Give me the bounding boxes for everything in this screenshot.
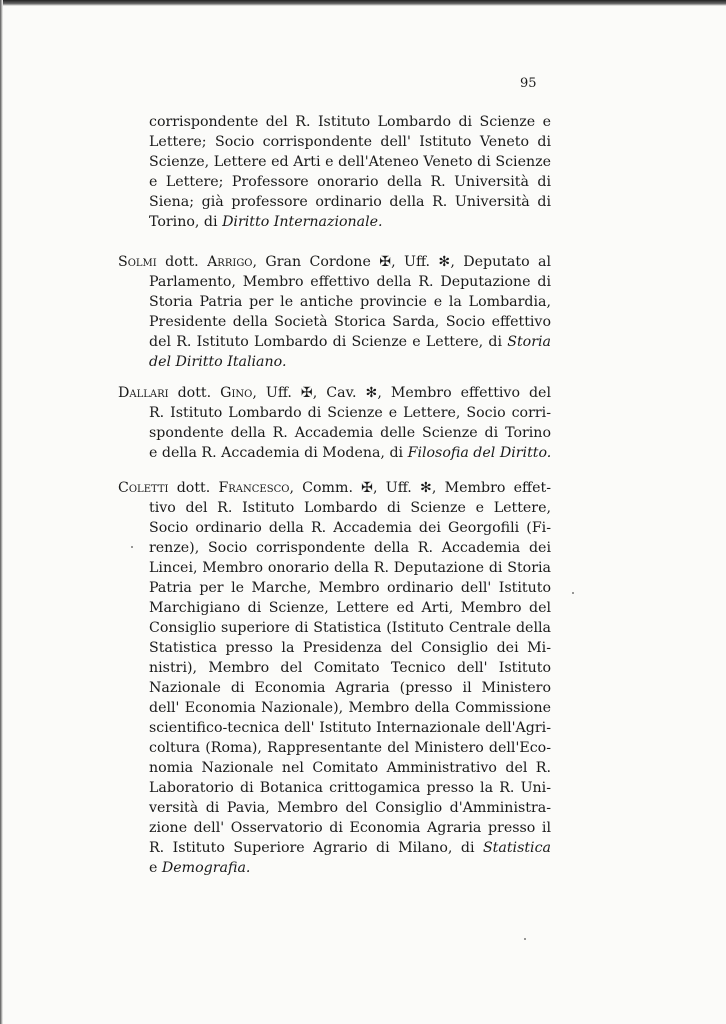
- name-text: Arrigo: [207, 254, 253, 270]
- text-line: [149, 538, 551, 558]
- text-line: [149, 838, 551, 858]
- subject-text: Diritto Internazionale.: [222, 214, 383, 230]
- name-text: Francesco: [218, 480, 290, 496]
- text-segment: Storia Patria per le antiche provincie e la Lombardia,: [149, 294, 551, 310]
- scan-speck: [572, 592, 574, 594]
- text-segment: e: [149, 860, 162, 876]
- subject-text: Filosofia del Diritto.: [407, 445, 552, 461]
- text-line: [149, 518, 551, 538]
- text-segment: nomia Nazionale nel Comitato Amministrativo del R.: [149, 760, 551, 776]
- text-segment: dott.: [156, 254, 208, 270]
- text-line: [149, 818, 551, 838]
- text-line: [118, 252, 551, 272]
- text-line: [149, 423, 551, 443]
- text-segment: , Comm. ✠, Uff. ✻, Membro effet-: [289, 480, 551, 496]
- text-segment: Patria per le Marche, Membro ordinario dell' Istituto: [149, 580, 551, 596]
- entry-paragraph-dallari: [118, 383, 552, 463]
- text-line: [149, 758, 551, 778]
- text-line: [149, 152, 551, 172]
- text-segment: Siena; già professore ordinario della R. Università di: [149, 194, 551, 210]
- text-line: [149, 678, 551, 698]
- text-line: [149, 312, 551, 332]
- text-line: [149, 443, 551, 463]
- text-segment: , Uff. ✠, Cav. ✻, Membro effettivo del: [252, 385, 551, 401]
- text-segment: dott.: [168, 385, 221, 401]
- text-line: [149, 858, 551, 878]
- text-segment: , Gran Cordone ✠, Uff. ✻, Deputato al: [252, 254, 551, 270]
- text-segment: dell' Economia Nazionale), Membro della Commissione: [149, 700, 551, 716]
- text-line: [149, 498, 551, 518]
- subject-text: Demografia.: [161, 860, 251, 876]
- text-segment: e Lettere; Professore onorario della R. Università di: [149, 174, 551, 190]
- text-line: [149, 172, 551, 192]
- text-line: [149, 638, 551, 658]
- text-line: [149, 132, 551, 152]
- subject-text: del Diritto Italiano.: [149, 354, 287, 370]
- text-line: [149, 778, 551, 798]
- text-line: [118, 478, 551, 498]
- text-segment: Torino, di: [149, 214, 223, 230]
- scan-speck: [131, 546, 133, 548]
- text-line: [149, 618, 551, 638]
- name-text: Coletti: [118, 480, 169, 496]
- entry-paragraph-continuation: [149, 112, 551, 232]
- text-line: [149, 558, 551, 578]
- text-segment: Laboratorio di Botanica crittogamica presso la R. Uni-: [149, 780, 551, 796]
- text-line: [149, 112, 551, 132]
- text-line: [149, 658, 551, 678]
- text-segment: coltura (Roma), Rappresentante del Ministero dell'Eco-: [149, 740, 551, 756]
- name-text: Solmi: [118, 254, 157, 270]
- text-segment: versità di Pavia, Membro del Consiglio d'Amministra-: [149, 800, 551, 816]
- text-line: [149, 272, 551, 292]
- scan-top-edge: [0, 0, 726, 6]
- subject-text: Statistica: [482, 840, 551, 856]
- scan-speck: [524, 938, 526, 940]
- name-text: Gino: [220, 385, 253, 401]
- text-segment: R. Istituto Lombardo di Scienze e Lettere, Socio corri-: [149, 405, 551, 421]
- text-segment: Lettere; Socio corrispondente dell' Istituto Veneto di: [149, 134, 551, 150]
- text-line: [149, 598, 551, 618]
- text-line: [149, 192, 551, 212]
- text-segment: corrispondente del R. Istituto Lombardo di Scienze e: [149, 114, 551, 130]
- name-text: Dallari: [118, 385, 169, 401]
- text-segment: scientifico-tecnica dell' Istituto Internazionale dell'Agri-: [149, 720, 551, 736]
- text-segment: dott.: [168, 480, 219, 496]
- text-line: [149, 738, 551, 758]
- text-segment: renze), Socio corrispondente della R. Accademia dei: [149, 540, 551, 556]
- text-segment: R. Istituto Superiore Agrario di Milano, di: [149, 840, 483, 856]
- text-line: [149, 403, 551, 423]
- text-segment: Marchigiano di Scienze, Lettere ed Arti, Membro del: [149, 600, 551, 616]
- text-segment: spondente della R. Accademia delle Scienze di Torino: [149, 425, 551, 441]
- text-segment: Presidente della Società Storica Sarda, Socio effettivo: [149, 314, 551, 330]
- text-segment: Socio ordinario della R. Accademia dei Georgofili (Fi-: [149, 520, 551, 536]
- text-line: [149, 292, 551, 312]
- text-segment: Nazionale di Economia Agraria (presso il Ministero: [149, 680, 551, 696]
- text-segment: e della R. Accademia di Modena, di: [149, 445, 408, 461]
- text-line: [149, 578, 551, 598]
- text-segment: zione dell' Osservatorio di Economia Agraria presso il: [149, 820, 551, 836]
- text-line: [149, 212, 551, 232]
- text-segment: Scienze, Lettere ed Arti e dell'Ateneo Veneto di Scienze: [149, 154, 551, 170]
- text-line: [149, 798, 551, 818]
- text-segment: nistri), Membro del Comitato Tecnico dell' Istituto: [149, 660, 551, 676]
- text-segment: Consiglio superiore di Statistica (Istituto Centrale della: [149, 620, 551, 636]
- text-line: [149, 718, 551, 738]
- scan-left-edge: [0, 0, 3, 1024]
- text-line: [149, 332, 551, 352]
- text-segment: Parlamento, Membro effettivo della R. Deputazione di: [149, 274, 551, 290]
- entry-paragraph-coletti: [118, 478, 551, 878]
- text-line: [149, 698, 551, 718]
- page-number: 95: [520, 76, 537, 91]
- subject-text: Storia: [507, 334, 551, 350]
- text-segment: tivo del R. Istituto Lombardo di Scienze e Lettere,: [149, 500, 551, 516]
- text-segment: del R. Istituto Lombardo di Scienze e Lettere, di: [149, 334, 508, 350]
- text-line: [118, 383, 551, 403]
- text-segment: Statistica presso la Presidenza del Consiglio dei Mi-: [149, 640, 551, 656]
- entry-paragraph-solmi: [118, 252, 551, 372]
- text-segment: Lincei, Membro onorario della R. Deputazione di Storia: [149, 560, 551, 576]
- text-line: [149, 352, 551, 372]
